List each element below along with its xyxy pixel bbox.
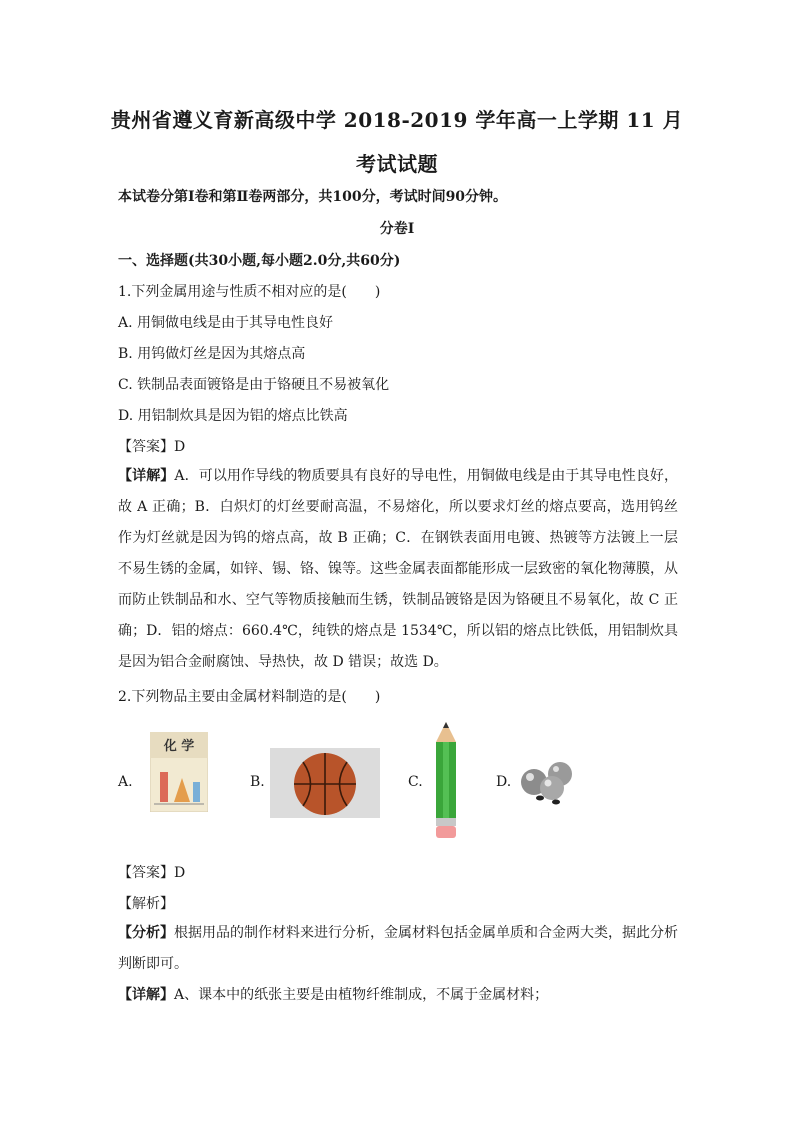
pencil-image: [432, 722, 460, 840]
fenxi-label: 【分析】: [118, 925, 174, 941]
question-2-option-d-label: D.: [496, 774, 512, 790]
fenxi-text: 根据用品的制作材料来进行分析，金属材料包括金属单质和合金两大类，据此分析判断即可。: [118, 925, 678, 972]
question-2-stem: 2.下列物品主要由金属材料制造的是( ): [118, 689, 381, 705]
detail-text: A、课本中的纸张主要是由植物纤维制成，不属于金属材料；: [174, 987, 549, 1003]
question-1-option-d: D. 用铝制炊具是因为铝的熔点比铁高: [118, 408, 348, 424]
textbook-title: 化 学: [163, 739, 195, 754]
chemistry-textbook-image: [150, 732, 208, 812]
document-title-line2: 考试试题: [356, 152, 438, 176]
question-2-option-b-label: B.: [250, 774, 265, 790]
question-1-stem: 1.下列金属用途与性质不相对应的是( ): [118, 284, 381, 300]
question-2-analysis-label: 【解析】: [118, 896, 174, 912]
question-2-option-a-label: A.: [118, 774, 133, 790]
question-2-detail: [118, 980, 678, 1011]
detail-text: A．可以用作导线的物质要具有良好的导电性，用铜做电线是由于其导电性良好，故 A 正确；B．白炽灯的灯丝要耐高温，不易熔化，所以要求灯丝的熔点要高，选用钨丝作为灯丝就是因为钨的熔点高，故 B 正确；C．在钢铁表面用电镀、热镀等方法镀上一层不易生锈的金属，如锌、锡、铬、镍等。这些金属表面都能形成一层致密的氧化物薄膜，从而防止铁制品和水、空气等物质接触而生锈，铁制品镀铬是因为铬硬且不易氧化，故 C 正确；D．铝的熔点：660.4℃，纯铁的熔点是 1534℃，所以铝的熔点比铁低，用铝制炊具是因为铝合金耐腐蚀、导热快，故 D 错误；故选 D。: [118, 468, 679, 670]
question-2-fenxi: [118, 918, 678, 980]
question-2-option-c-label: C.: [408, 774, 423, 790]
exam-intro: 本试卷分第Ⅰ卷和第Ⅱ卷两部分，共100分，考试时间90分钟。: [118, 189, 508, 205]
document-title-line1: 贵州省遵义育新高级中学 2018-2019 学年高一上学期 11 月: [110, 108, 684, 132]
basketball-image: [270, 748, 380, 818]
question-1-answer: 【答案】D: [118, 439, 186, 455]
detail-label: 【详解】: [118, 468, 175, 484]
detail-label: 【详解】: [118, 987, 174, 1003]
question-2-answer: 【答案】D: [118, 865, 186, 881]
section-title: 分卷Ⅰ: [379, 221, 415, 237]
metal-balls-image: [518, 760, 576, 808]
part-heading: 一、选择题(共30小题,每小题2.0分,共60分): [118, 253, 401, 269]
question-1-detail: [118, 461, 678, 678]
question-1-option-a: A. 用铜做电线是由于其导电性良好: [118, 315, 334, 331]
question-1-option-c: C. 铁制品表面镀铬是由于铬硬且不易被氧化: [118, 377, 390, 393]
question-1-option-b: B. 用钨做灯丝是因为其熔点高: [118, 346, 306, 362]
